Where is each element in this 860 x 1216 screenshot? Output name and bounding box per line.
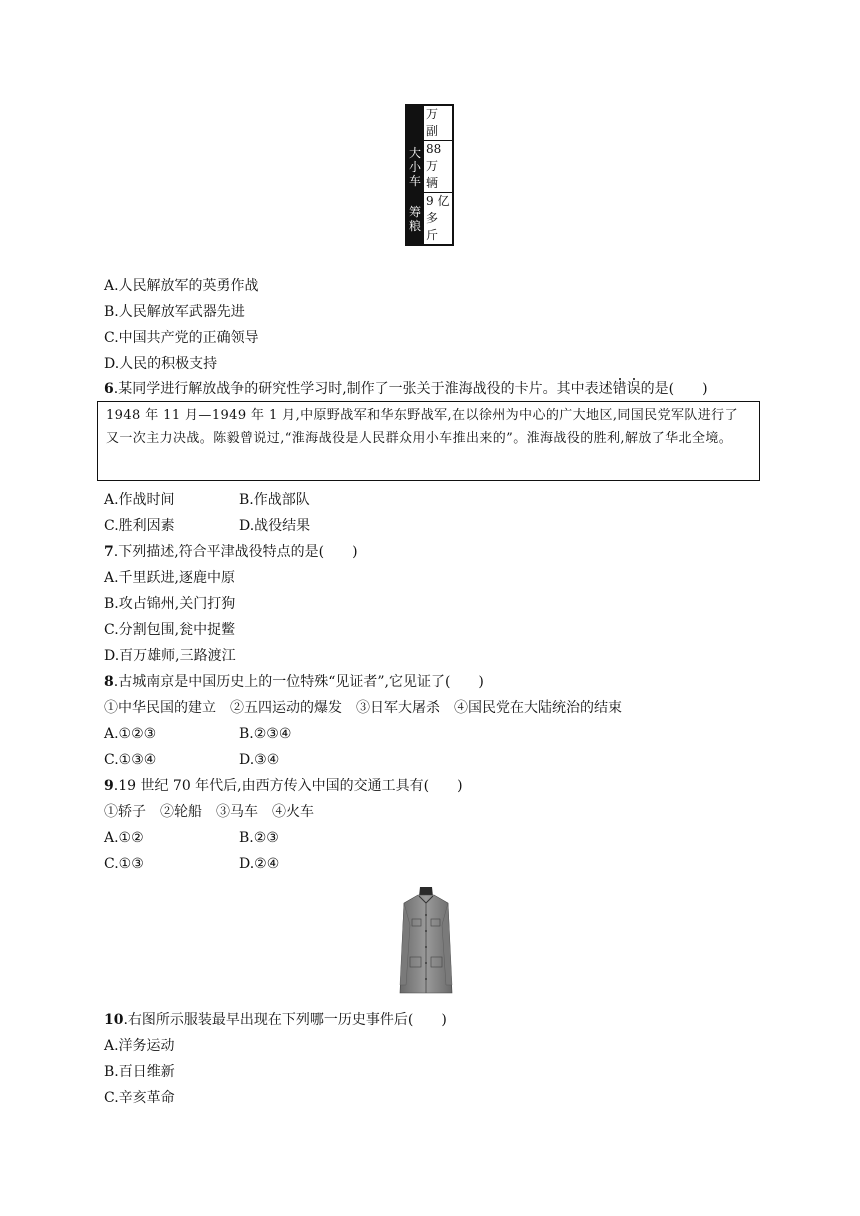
table-value-cell: 9 亿 多 斤 bbox=[424, 193, 454, 246]
q6-stem: 6.某同学进行解放战争的研究性学习时,制作了一张关于淮海战役的卡片。其中表述错误的是( ) bbox=[104, 381, 708, 397]
q9-items: ①轿子 ②轮船 ③马车 ④火车 bbox=[104, 804, 314, 820]
table-header-cell: 大 小 车 bbox=[406, 141, 424, 193]
q6-option-a: A.作战时间 bbox=[104, 492, 175, 508]
q5-option-a: A.人民解放军的英勇作战 bbox=[104, 278, 259, 294]
q8-options-row2 bbox=[104, 750, 280, 770]
emphasis-char: 错 bbox=[612, 381, 627, 397]
q7-option-c: C.分割包围,瓮中捉鳖 bbox=[104, 622, 236, 638]
table-value-cell: 万 副 bbox=[424, 105, 454, 141]
emphasis-char: 误 bbox=[626, 381, 641, 397]
question-number: 10 bbox=[104, 1012, 124, 1028]
q7-option-b: B.攻占锦州,关门打狗 bbox=[104, 596, 236, 612]
table-row bbox=[406, 105, 453, 141]
table-header-cell: 筹 粮 bbox=[406, 193, 424, 246]
q6-options-row1 bbox=[104, 490, 310, 510]
q7-option-a: A.千里跃进,逐鹿中原 bbox=[104, 570, 236, 586]
table-header-cell bbox=[406, 105, 424, 141]
jacket-image bbox=[398, 885, 454, 995]
q10-stem: 10.右图所示服装最早出现在下列哪一历史事件后( ) bbox=[104, 1012, 447, 1028]
q7-stem: 7.下列描述,符合平津战役特点的是( ) bbox=[104, 544, 358, 560]
supply-table bbox=[405, 104, 454, 246]
q5-option-d: D.人民的积极支持 bbox=[104, 356, 218, 372]
q9-options-row1 bbox=[104, 828, 279, 848]
q5-option-b: B.人民解放军武器先进 bbox=[104, 304, 245, 320]
q10-option-a: A.洋务运动 bbox=[104, 1038, 175, 1054]
q8-option-b: B.②③④ bbox=[239, 726, 292, 742]
q7-option-d: D.百万雄师,三路渡江 bbox=[104, 648, 236, 664]
q8-stem: 8.古城南京是中国历史上的一位特殊“见证者”,它见证了( ) bbox=[104, 674, 484, 690]
table-row bbox=[406, 193, 453, 246]
q8-options-row1 bbox=[104, 724, 292, 744]
q10-option-c: C.辛亥革命 bbox=[104, 1090, 175, 1106]
table-value-cell: 88 万 辆 bbox=[424, 141, 454, 193]
q8-option-a: A.①②③ bbox=[104, 726, 157, 742]
q9-option-c: C.①③ bbox=[104, 856, 144, 872]
q9-options-row2 bbox=[104, 854, 280, 874]
q8-option-d: D.③④ bbox=[239, 752, 280, 768]
q9-option-b: B.②③ bbox=[239, 830, 279, 846]
q9-option-a: A.①② bbox=[104, 830, 144, 846]
q6-option-c: C.胜利因素 bbox=[104, 518, 175, 534]
q10-option-b: B.百日维新 bbox=[104, 1064, 175, 1080]
question-number: 9 bbox=[104, 778, 114, 794]
q6-options-row2 bbox=[104, 516, 311, 536]
question-number: 6 bbox=[104, 381, 114, 397]
battle-card: 1948 年 11 月—1949 年 1 月,中原野战军和华东野战军,在以徐州为中心的广大地区,同国民党军队进行了又一次主力决战。陈毅曾说过,“淮海战役是人民群众用小车推出来的”。淮海战役的胜利,解放了华北全境。 bbox=[97, 401, 760, 481]
q9-stem: 9.19 世纪 70 年代后,由西方传入中国的交通工具有( ) bbox=[104, 778, 463, 794]
table-row bbox=[406, 141, 453, 193]
q8-items: ①中华民国的建立 ②五四运动的爆发 ③日军大屠杀 ④国民党在大陆统治的结束 bbox=[104, 700, 622, 716]
q6-option-b: B.作战部队 bbox=[239, 492, 310, 508]
q6-option-d: D.战役结果 bbox=[239, 518, 311, 534]
question-number: 8 bbox=[104, 674, 114, 690]
q5-option-c: C.中国共产党的正确领导 bbox=[104, 330, 259, 346]
q9-option-d: D.②④ bbox=[239, 856, 280, 872]
question-number: 7 bbox=[104, 544, 114, 560]
q8-option-c: C.①③④ bbox=[104, 752, 157, 768]
